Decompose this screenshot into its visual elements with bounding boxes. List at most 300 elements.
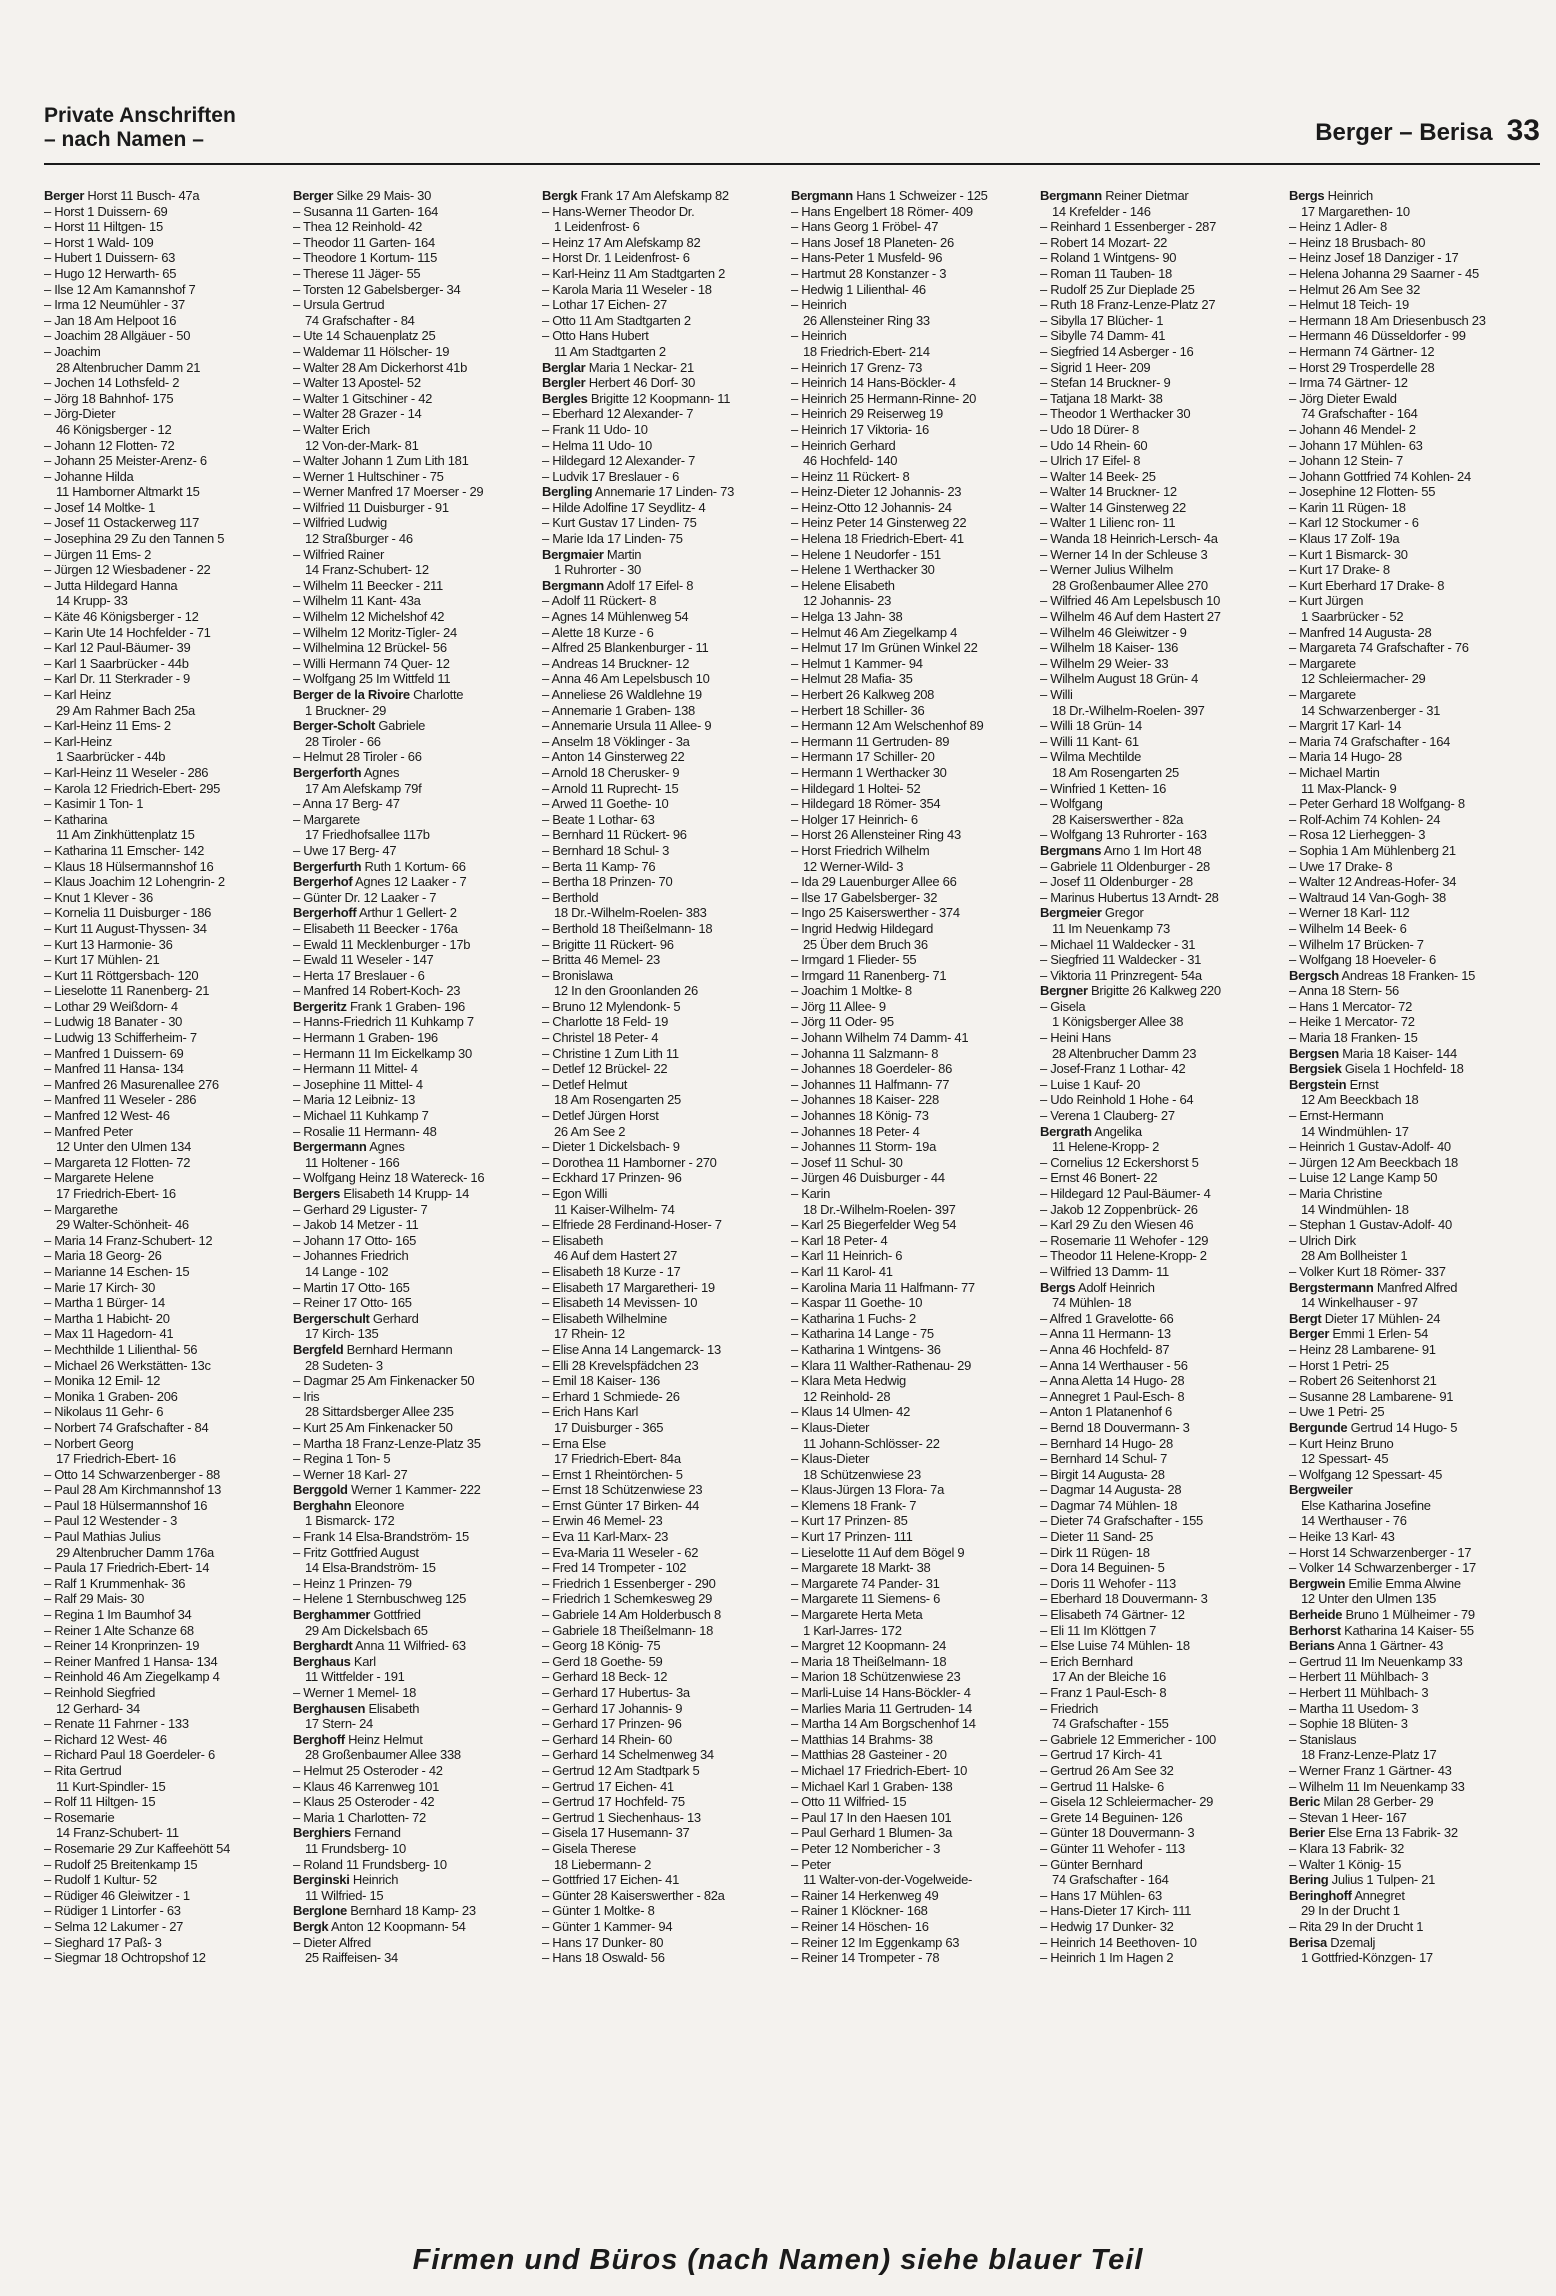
entry-text: – Selma 12 Lakumer - 27 xyxy=(44,1918,184,1934)
directory-entry xyxy=(44,1841,289,1857)
entry-text: – Ingrid Hedwig Hildegard xyxy=(791,920,934,936)
directory-entry xyxy=(542,1498,787,1514)
entry-text: – Berthold xyxy=(542,889,599,905)
directory-entry xyxy=(44,266,289,282)
entry-text: 74 Grafschafter - 164 xyxy=(1052,1872,1169,1888)
directory-entry xyxy=(542,1732,787,1748)
surname: Bergmaier xyxy=(542,546,604,562)
directory-entry xyxy=(791,1311,1036,1327)
entry-text: – Ingo 25 Kaiserswerther - 374 xyxy=(791,905,960,921)
directory-column-2 xyxy=(293,188,538,2228)
directory-entry xyxy=(293,1685,538,1701)
surname: Berier xyxy=(1289,1825,1325,1841)
entry-text: – Uwe 17 Drake- 8 xyxy=(1289,858,1393,874)
directory-entry xyxy=(293,1030,538,1046)
directory-entry xyxy=(542,219,787,235)
entry-text: – Bruno 12 Mylendonk- 5 xyxy=(542,998,681,1014)
entry-text: – Josephine 11 Mittel- 4 xyxy=(293,1076,423,1092)
entry-text: – Irmgard 11 Ranenberg- 71 xyxy=(791,967,947,983)
entry-text: Emilie Emma Alwine xyxy=(1345,1575,1461,1591)
directory-entry xyxy=(1289,1545,1534,1561)
entry-text: – Klaus 14 Ulmen- 42 xyxy=(791,1404,911,1420)
directory-entry xyxy=(293,500,538,516)
directory-entry xyxy=(542,1607,787,1623)
directory-entry xyxy=(1040,749,1285,765)
directory-entry xyxy=(44,1794,289,1810)
entry-text: – Johannes 11 Storm- 19a xyxy=(791,1139,937,1155)
entry-text: – Fritz Gottfried August xyxy=(293,1544,419,1560)
entry-text: – Hedwig 1 Lilienthal- 46 xyxy=(791,281,926,297)
entry-text: – Anna 11 Hermann- 13 xyxy=(1040,1326,1171,1342)
directory-entry xyxy=(542,827,787,843)
directory-entry xyxy=(542,1591,787,1607)
surname: Bergstein xyxy=(1289,1076,1347,1092)
entry-text: – Margarete 74 Pander- 31 xyxy=(791,1575,940,1591)
entry-text: – Dagmar 25 Am Finkenacker 50 xyxy=(293,1373,475,1389)
directory-entry xyxy=(542,1139,787,1155)
entry-text: – Brigitte 11 Rückert- 96 xyxy=(542,936,674,952)
directory-entry xyxy=(1289,827,1534,843)
directory-entry xyxy=(44,1404,289,1420)
directory-entry xyxy=(791,905,1036,921)
directory-entry xyxy=(1289,1701,1534,1717)
entry-text: 46 Königsberger - 12 xyxy=(56,421,172,437)
entry-text: – Maria 14 Franz-Schubert- 12 xyxy=(44,1232,213,1248)
entry-text: Katharina 14 Kaiser- 55 xyxy=(1340,1622,1474,1638)
directory-column-4 xyxy=(791,188,1036,2228)
directory-entry xyxy=(542,1779,787,1795)
directory-entry xyxy=(542,1030,787,1046)
entry-text: – Gottfried 17 Eichen- 41 xyxy=(542,1872,680,1888)
directory-entry xyxy=(1289,422,1534,438)
entry-text: Anton 12 Koopmann- 54 xyxy=(328,1918,466,1934)
entry-text: 17 Rhein- 12 xyxy=(554,1326,625,1342)
directory-entry xyxy=(542,1264,787,1280)
directory-entry xyxy=(791,999,1036,1015)
directory-column-1 xyxy=(44,188,289,2228)
directory-entry xyxy=(44,1264,289,1280)
entry-text: – Walter 14 Ginsterweg 22 xyxy=(1040,499,1186,515)
directory-entry xyxy=(1289,360,1534,376)
entry-text: – Maria 18 Georg- 26 xyxy=(44,1248,162,1264)
directory-entry xyxy=(542,500,787,516)
entry-text: 11 Im Neuenkamp 73 xyxy=(1052,920,1170,936)
entry-text: – Anna 46 Hochfeld- 87 xyxy=(1040,1341,1170,1357)
entry-text: – Klaus-Jürgen 13 Flora- 7a xyxy=(791,1482,945,1498)
directory-entry xyxy=(44,562,289,578)
entry-text: – Reiner 14 Höschen- 16 xyxy=(791,1918,929,1934)
directory-entry xyxy=(44,297,289,313)
entry-text: – Kasimir 1 Ton- 1 xyxy=(44,796,144,812)
entry-text: – Christel 18 Peter- 4 xyxy=(542,1030,659,1046)
entry-text: – Wilhelm 11 Kant- 43a xyxy=(293,593,421,609)
entry-text: Gisela 1 Hochfeld- 18 xyxy=(1341,1061,1464,1077)
entry-text: – Manfred 14 Augusta- 28 xyxy=(1289,624,1432,640)
directory-entry xyxy=(44,1685,289,1701)
directory-entry xyxy=(542,890,787,906)
entry-text: – Bronislawa xyxy=(542,967,613,983)
entry-text: – Dieter 1 Dickelsbach- 9 xyxy=(542,1139,680,1155)
surname: Berghammer xyxy=(293,1607,371,1623)
directory-entry xyxy=(44,999,289,1015)
directory-entry xyxy=(542,1467,787,1483)
directory-entry xyxy=(1040,1888,1285,1904)
directory-entry xyxy=(44,765,289,781)
directory-entry xyxy=(44,391,289,407)
entry-text: – Johannes 18 Goerdeler- 86 xyxy=(791,1061,953,1077)
entry-text: – Stanislaus xyxy=(1289,1731,1357,1747)
entry-text: – Sophia 1 Am Mühlenberg 21 xyxy=(1289,842,1456,858)
directory-entry xyxy=(1040,531,1285,547)
entry-text: – Walter 1 Lilienc ron- 11 xyxy=(1040,515,1176,531)
entry-text: – Dorothea 11 Hamborner - 270 xyxy=(542,1154,717,1170)
entry-text: 18 Dr.-Wilhelm-Roelen- 397 xyxy=(1052,702,1205,718)
directory-entry xyxy=(44,671,289,687)
entry-text: – Karl-Heinz 11 Weseler - 286 xyxy=(44,764,209,780)
entry-text: – Waltraud 14 Van-Gogh- 38 xyxy=(1289,889,1446,905)
directory-entry xyxy=(791,625,1036,641)
directory-entry xyxy=(542,1077,787,1093)
entry-text: – Wolfgang 25 Im Wittfeld 11 xyxy=(293,671,451,687)
entry-text: – Josephine 12 Flotten- 55 xyxy=(1289,484,1436,500)
directory-entry xyxy=(791,609,1036,625)
directory-entry xyxy=(542,1903,787,1919)
entry-text: – Margarete xyxy=(293,811,360,827)
directory-entry xyxy=(293,1935,538,1951)
surname: Bergwein xyxy=(1289,1575,1346,1591)
entry-text: – Hans-Peter 1 Musfeld- 96 xyxy=(791,250,943,266)
entry-text: – Marli-Luise 14 Hans-Böckler- 4 xyxy=(791,1685,971,1700)
entry-text: – Andreas 14 Bruckner- 12 xyxy=(542,655,690,671)
directory-entry xyxy=(542,1857,787,1873)
entry-text: – Bernd 18 Douvermann- 3 xyxy=(1040,1419,1190,1435)
entry-text: – Johannes 18 Kaiser- 228 xyxy=(791,1092,939,1108)
entry-text: Gregor xyxy=(1101,905,1144,921)
directory-entry xyxy=(1289,1295,1534,1311)
entry-text: – Otto Hans Hubert xyxy=(542,328,649,344)
directory-entry xyxy=(791,703,1036,719)
entry-text: – Walter 14 Bruckner- 12 xyxy=(1040,484,1177,500)
entry-text: – Günter Bernhard xyxy=(1040,1856,1143,1872)
directory-entry xyxy=(1040,188,1285,204)
entry-text: – Willi Hermann 74 Quer- 12 xyxy=(293,655,450,671)
entry-text: – Martha 1 Bürger- 14 xyxy=(44,1295,165,1311)
entry-text: – Margarete Herta Meta xyxy=(791,1607,923,1623)
entry-text: Adolf 17 Eifel- 8 xyxy=(603,577,694,593)
entry-text: – Reiner 14 Trompeter - 78 xyxy=(791,1950,940,1966)
directory-entry xyxy=(542,1155,787,1171)
directory-entry xyxy=(44,1046,289,1062)
directory-entry xyxy=(293,1139,538,1155)
entry-text: 12 Unter den Ulmen 134 xyxy=(56,1139,192,1155)
entry-text: – Hartmut 28 Konstanzer - 3 xyxy=(791,265,947,281)
entry-text: 29 Am Rahmer Bach 25a xyxy=(56,702,195,718)
directory-entry xyxy=(542,1404,787,1420)
entry-text: – Karl-Heinz 11 Am Stadtgarten 2 xyxy=(542,265,726,281)
directory-entry xyxy=(1040,1014,1285,1030)
directory-entry xyxy=(791,1030,1036,1046)
directory-entry xyxy=(542,640,787,656)
directory-entry xyxy=(1289,1170,1534,1186)
entry-text: – Jutta Hildegard Hanna xyxy=(44,577,178,593)
entry-text: – Jürgen 12 Wiesbadener - 22 xyxy=(44,562,211,578)
directory-entry xyxy=(1289,266,1534,282)
directory-entry xyxy=(293,422,538,438)
directory-entry xyxy=(542,671,787,687)
entry-text: – Maria 18 Theißelmann- 18 xyxy=(791,1653,947,1669)
directory-entry xyxy=(1289,250,1534,266)
directory-entry xyxy=(791,1436,1036,1452)
directory-entry xyxy=(791,500,1036,516)
entry-text: – Johann 46 Mendel- 2 xyxy=(1289,421,1416,437)
directory-entry xyxy=(791,1935,1036,1951)
entry-text: 18 Friedrich-Ebert- 214 xyxy=(803,343,930,359)
directory-entry xyxy=(542,1202,787,1218)
entry-text: – Margareta 74 Grafschafter - 76 xyxy=(1289,640,1469,656)
entry-text: – Luise 1 Kauf- 20 xyxy=(1040,1076,1141,1092)
directory-entry xyxy=(293,1513,538,1529)
directory-entry xyxy=(1289,1092,1534,1108)
directory-entry xyxy=(44,1124,289,1140)
entry-text: – Gerd 18 Goethe- 59 xyxy=(542,1653,663,1669)
directory-entry xyxy=(791,718,1036,734)
directory-entry xyxy=(1289,313,1534,329)
directory-entry xyxy=(791,1513,1036,1529)
directory-entry xyxy=(542,1217,787,1233)
directory-entry xyxy=(293,266,538,282)
directory-entry xyxy=(293,983,538,999)
directory-entry xyxy=(44,1935,289,1951)
entry-text: – Hermann 11 Mittel- 4 xyxy=(293,1061,418,1077)
directory-entry xyxy=(44,1342,289,1358)
entry-text: 28 Sittardsberger Allee 235 xyxy=(305,1404,454,1420)
directory-entry xyxy=(293,235,538,251)
directory-entry xyxy=(542,1420,787,1436)
entry-text: – Wolfgang xyxy=(1040,796,1103,812)
directory-entry xyxy=(1040,1560,1285,1576)
entry-text: – Margarete Helene xyxy=(44,1170,154,1186)
entry-text: – Robert 14 Mozart- 22 xyxy=(1040,234,1168,250)
entry-text: – Monika 1 Graben- 206 xyxy=(44,1388,178,1404)
entry-text: – Marie Ida 17 Linden- 75 xyxy=(542,531,683,547)
entry-text: – Johanna 11 Salzmann- 8 xyxy=(791,1045,939,1061)
directory-entry xyxy=(44,874,289,890)
directory-entry xyxy=(1289,1498,1534,1514)
directory-entry xyxy=(1040,593,1285,609)
surname: Bergmann xyxy=(542,577,604,593)
directory-entry xyxy=(791,640,1036,656)
entry-text: – Charlotte 18 Feld- 19 xyxy=(542,1014,669,1030)
entry-text: – Willi 11 Kant- 61 xyxy=(1040,733,1139,749)
entry-text: – Wilhelm 17 Brücken- 7 xyxy=(1289,936,1424,952)
directory-entry xyxy=(542,765,787,781)
directory-entry xyxy=(293,1280,538,1296)
directory-entry xyxy=(542,749,787,765)
page-header-left xyxy=(44,104,236,152)
directory-entry xyxy=(44,375,289,391)
directory-entry xyxy=(44,547,289,563)
directory-entry xyxy=(44,796,289,812)
entry-text: – Bernhard 14 Hugo- 28 xyxy=(1040,1435,1173,1451)
entry-text: – Margareta 12 Flotten- 72 xyxy=(44,1154,191,1170)
entry-text: Arthur 1 Gellert- 2 xyxy=(356,905,457,921)
directory-entry xyxy=(791,1420,1036,1436)
entry-text: 28 Großenbaumer Allee 270 xyxy=(1052,577,1208,593)
entry-text: Brigitte 26 Kalkweg 220 xyxy=(1087,983,1221,999)
entry-text: – Karl 12 Stockumer - 6 xyxy=(1289,515,1419,531)
entry-text: – Dieter Alfred xyxy=(293,1934,371,1950)
directory-entry xyxy=(542,1436,787,1452)
directory-entry xyxy=(1040,282,1285,298)
directory-entry xyxy=(293,1716,538,1732)
entry-text: – Sibylle 74 Damm- 41 xyxy=(1040,328,1166,344)
surname: Bergweiler xyxy=(1289,1482,1353,1498)
entry-text: – Maria 18 Franken- 15 xyxy=(1289,1030,1418,1046)
directory-entry xyxy=(542,1046,787,1062)
directory-entry xyxy=(1289,282,1534,298)
entry-text: Annemarie 17 Linden- 73 xyxy=(592,484,735,500)
directory-entry xyxy=(1040,1935,1285,1951)
directory-entry xyxy=(791,1810,1036,1826)
entry-text: – Hans 17 Mühlen- 63 xyxy=(1040,1887,1162,1903)
directory-entry xyxy=(542,999,787,1015)
directory-entry xyxy=(791,687,1036,703)
entry-text: – Heinrich xyxy=(791,297,847,313)
entry-text: – Günter 11 Wehofer - 113 xyxy=(1040,1840,1185,1856)
entry-text: – Ulrich 17 Eifel- 8 xyxy=(1040,453,1141,469)
directory-entry xyxy=(791,204,1036,220)
entry-text: 14 Windmühlen- 17 xyxy=(1301,1123,1409,1139)
entry-text: – Klara 11 Walther-Rathenau- 29 xyxy=(791,1357,972,1373)
entry-text: – Wolfgang 18 Hoeveler- 6 xyxy=(1289,952,1436,968)
entry-text: – Johann 12 Flotten- 72 xyxy=(44,437,175,453)
entry-text: – Anna 14 Werthauser - 56 xyxy=(1040,1357,1188,1373)
directory-entry xyxy=(44,1669,289,1685)
entry-text: – Egon Willi xyxy=(542,1186,608,1201)
entry-text: 26 Allensteiner Ring 33 xyxy=(803,312,930,328)
directory-entry xyxy=(791,1092,1036,1108)
directory-entry xyxy=(1289,687,1534,703)
entry-text: 29 In der Drucht 1 xyxy=(1301,1903,1400,1919)
directory-entry xyxy=(791,1233,1036,1249)
entry-text: – Rosemarie 11 Wehofer - 129 xyxy=(1040,1232,1209,1248)
directory-entry xyxy=(1040,1046,1285,1062)
directory-entry xyxy=(293,718,538,734)
directory-entry xyxy=(293,547,538,563)
directory-entry xyxy=(1289,406,1534,422)
directory-entry xyxy=(791,1779,1036,1795)
directory-entry xyxy=(293,1217,538,1233)
directory-entry xyxy=(1289,1030,1534,1046)
entry-text: – Horst 26 Allensteiner Ring 43 xyxy=(791,827,961,843)
entry-text: – Karola Maria 11 Weseler - 18 xyxy=(542,281,712,297)
entry-text: Agnes xyxy=(366,1139,405,1155)
directory-entry xyxy=(542,406,787,422)
directory-entry xyxy=(1289,1108,1534,1124)
directory-entry xyxy=(1040,671,1285,687)
entry-text: Gerhard xyxy=(369,1310,419,1326)
directory-entry xyxy=(1040,1857,1285,1873)
entry-text: – Margret 12 Koopmann- 24 xyxy=(791,1638,947,1654)
directory-entry xyxy=(1040,422,1285,438)
directory-entry xyxy=(44,313,289,329)
entry-text: – Jochen 14 Lothsfeld- 2 xyxy=(44,375,180,391)
directory-entry xyxy=(542,204,787,220)
entry-text: – Elisabeth xyxy=(542,1232,604,1248)
surname: Bergerforth xyxy=(293,764,362,780)
directory-entry xyxy=(791,1482,1036,1498)
directory-entry xyxy=(1040,1716,1285,1732)
entry-text: – Reiner 1 Alte Schanze 68 xyxy=(44,1622,194,1638)
directory-entry xyxy=(791,266,1036,282)
entry-text: – Annemarie Ursula 11 Allee- 9 xyxy=(542,718,712,734)
entry-text: – Maria 14 Hugo- 28 xyxy=(1289,749,1402,765)
directory-entry xyxy=(542,235,787,251)
entry-text: – Uwe 17 Berg- 47 xyxy=(293,842,397,858)
entry-text: – Michael Karl 1 Graben- 138 xyxy=(791,1778,953,1794)
directory-entry xyxy=(44,1716,289,1732)
directory-entry xyxy=(791,1623,1036,1639)
directory-entry xyxy=(542,718,787,734)
directory-entry xyxy=(791,547,1036,563)
directory-entry xyxy=(293,1623,538,1639)
directory-entry xyxy=(1289,484,1534,500)
entry-text: Gabriele xyxy=(375,718,426,734)
directory-entry xyxy=(44,1202,289,1218)
directory-entry xyxy=(293,640,538,656)
entry-text: – Kurt 11 August-Thyssen- 34 xyxy=(44,920,207,936)
directory-entry xyxy=(791,1280,1036,1296)
entry-text: – Norbert 74 Grafschafter - 84 xyxy=(44,1419,209,1435)
directory-entry xyxy=(1289,188,1534,204)
entry-text: – Lieselotte 11 Auf dem Bögel 9 xyxy=(791,1544,965,1560)
directory-entry xyxy=(44,593,289,609)
entry-text: – Horst 1 Duissern- 69 xyxy=(44,203,168,219)
surname: Bergsiek xyxy=(1289,1061,1342,1077)
directory-entry xyxy=(791,375,1036,391)
entry-text: – Anna 46 Am Lepelsbusch 10 xyxy=(542,671,710,687)
directory-entry xyxy=(791,1155,1036,1171)
directory-entry xyxy=(1289,656,1534,672)
entry-text: – Therese 11 Jäger- 55 xyxy=(293,265,421,281)
entry-text: Werner 1 Kammer- 222 xyxy=(347,1482,481,1498)
entry-text: – Hilde Adolfine 17 Seydlitz- 4 xyxy=(542,499,706,515)
entry-text: 28 Sudeten- 3 xyxy=(305,1357,383,1373)
directory-entry xyxy=(1289,1576,1534,1592)
directory-entry xyxy=(791,983,1036,999)
directory-entry xyxy=(791,1061,1036,1077)
directory-entry xyxy=(293,1654,538,1670)
directory-entry xyxy=(791,1685,1036,1701)
directory-entry xyxy=(542,1186,787,1202)
entry-text: – Wilfried 13 Damm- 11 xyxy=(1040,1263,1169,1279)
entry-text: – Marion 18 Schützenwiese 23 xyxy=(791,1669,961,1685)
entry-text: – Kurt 13 Harmonie- 36 xyxy=(44,936,173,952)
directory-entry xyxy=(293,1638,538,1654)
directory-entry xyxy=(1289,328,1534,344)
directory-entry xyxy=(791,1716,1036,1732)
entry-text: – Sieghard 17 Paß- 3 xyxy=(44,1934,162,1950)
directory-entry xyxy=(1289,905,1534,921)
directory-entry xyxy=(1040,328,1285,344)
entry-text: – Doris 11 Wehofer - 113 xyxy=(1040,1575,1176,1591)
entry-text: – Helene 1 Neudorfer - 151 xyxy=(791,546,941,562)
entry-text: – Klaus-Dieter xyxy=(791,1419,870,1435)
directory-entry xyxy=(1040,515,1285,531)
directory-entry xyxy=(1289,1669,1534,1685)
directory-entry xyxy=(791,1607,1036,1623)
directory-entry xyxy=(44,250,289,266)
